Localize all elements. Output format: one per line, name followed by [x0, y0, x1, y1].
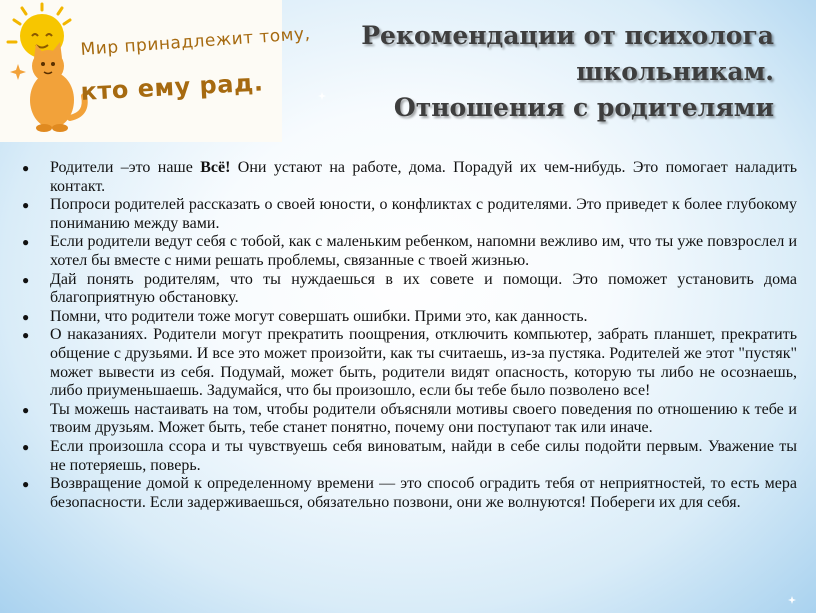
list-item — [20, 326, 797, 400]
item-text: Если произошла ссора и ты чувствуешь себя виноватым, найди в себе силы подойти первым. Уважение ты не потеряешь, поверь. — [50, 437, 797, 474]
bullet-icon: ● — [22, 198, 30, 213]
sparkle-icon — [318, 92, 326, 100]
item-text: Помни, что родители тоже могут совершать ошибки. Прими это, как данность. — [50, 307, 588, 325]
bullet-icon: ● — [22, 477, 30, 492]
sparkle-icon — [10, 64, 26, 80]
item-text: Родители –это наше — [50, 159, 201, 176]
title-line1: Рекомендации от психолога — [361, 21, 774, 50]
bullet-icon: ● — [22, 309, 30, 324]
list-item — [20, 271, 797, 308]
cat-icon — [30, 42, 85, 132]
logo-text-line1: Мир принадлежит тому, — [80, 23, 312, 60]
recommendation-list — [20, 159, 797, 512]
logo-text-line2: кто ему рад. — [80, 68, 265, 106]
list-item — [20, 159, 797, 196]
bullet-icon: ● — [22, 328, 30, 343]
title-line2: школьникам. — [576, 57, 774, 86]
title-line3: Отношения с родителями — [393, 93, 774, 122]
item-text: Ты можешь настаивать на том, чтобы родители объясняли мотивы своего поведения по отношению к тебе и твоим друзьям. Может быть, тебе станет понятно, почему они поступают так или иначе. — [50, 400, 797, 437]
item-text: Возвращение домой к определенному времени — это способ оградить тебя от неприятностей, то есть мера безопасности. Если задерживаешься, обязательно позвони, они же волнуются! Побереги их для себя. — [50, 475, 797, 511]
list-item — [20, 475, 797, 512]
logo-banner — [0, 0, 312, 142]
list-item — [20, 401, 797, 438]
item-emphasis: Всё! — [200, 159, 231, 176]
page-title — [314, 18, 774, 126]
bullet-icon: ● — [22, 272, 30, 287]
list-item — [20, 196, 797, 233]
item-text: О наказаниях. Родители могут прекратить поощрения, отключить компьютер, забрать планшет, прекратить общение с друзьями. И все это может произойти, как ты считаешь, из-за пустяка. Родителей же этот "пустяк" может вывести из себя. Подумай, может быть, родители видят опасность, которую ты либо не осознаешь, либо приуменьшаешь. Задумайся, что бы произошло, если бы тебе было позволено все! — [50, 326, 797, 400]
item-text: Попроси родителей рассказать о своей юности, о конфликтах с родителями. Это приведет к более глубокому пониманию между вами. — [50, 196, 797, 232]
item-text: Они устают на работе, дома. Порадуй их чем-нибудь. Это помогает наладить контакт. — [50, 159, 797, 195]
item-text: Дай понять родителям, что ты нуждаешься в их совете и помощи. Это поможет установить дома благоприятную обстановку. — [50, 270, 797, 307]
sparkle-icon — [788, 596, 796, 604]
list-item — [20, 438, 797, 475]
bullet-icon: ● — [22, 161, 30, 175]
item-text: Если родители ведут себя с тобой, как с маленьким ребенком, напомни вежливо им, что ты уже повзрослел и хотел бы вместе с ними решать проблемы, связанные с твоей жизнью. — [50, 233, 797, 269]
list-item — [20, 308, 797, 327]
bullet-icon: ● — [22, 439, 30, 454]
bullet-icon: ● — [22, 235, 30, 250]
list-item — [20, 233, 797, 270]
bullet-icon: ● — [22, 402, 30, 417]
